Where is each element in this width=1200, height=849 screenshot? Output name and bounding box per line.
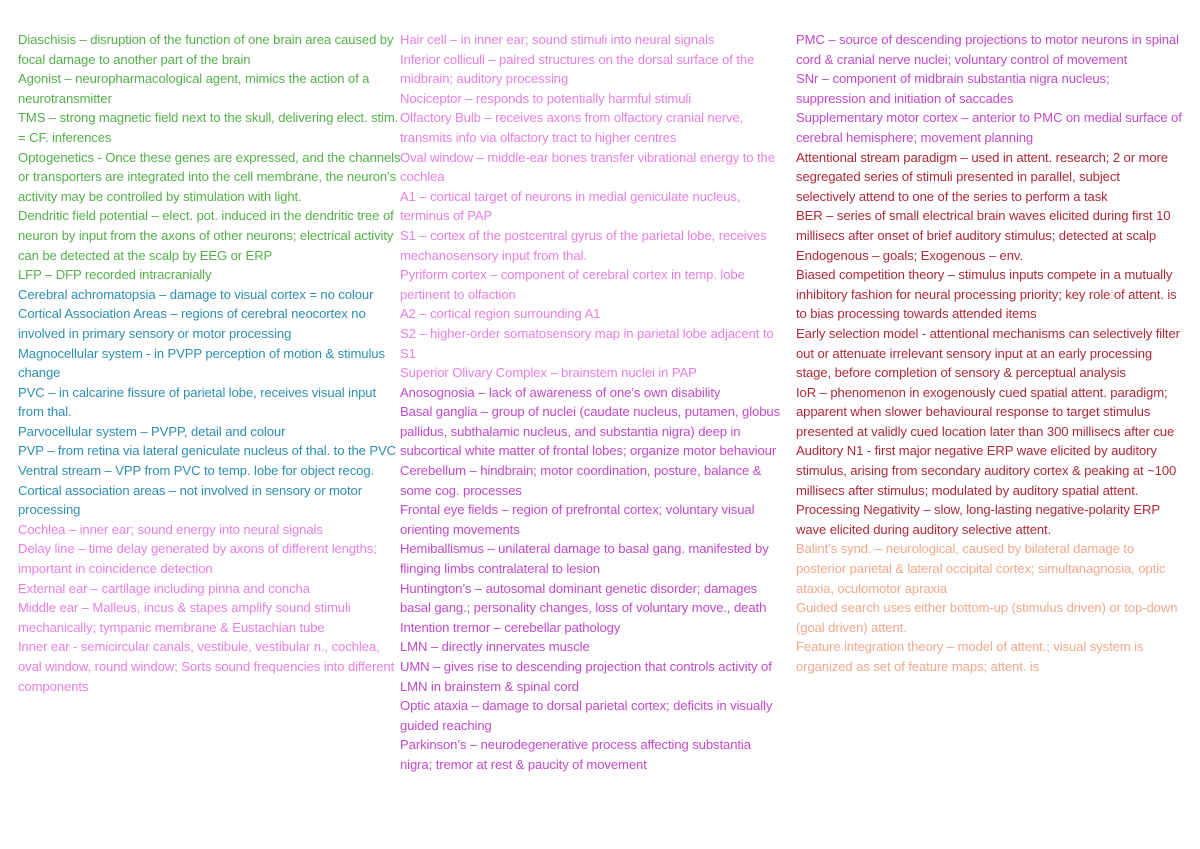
glossary-entry: Cochlea – inner ear; sound energy into neural signals xyxy=(18,521,323,537)
glossary-entry: PMC – source of descending projections to motor neurons in spinal cord & cranial nerve nuclei; voluntary control of movement xyxy=(796,32,1179,67)
glossary-entry: Biased competition theory – stimulus inputs compete in a mutually inhibitory fashion for neural processing priority; key role of attent. is to bias processing towards attended items xyxy=(796,267,1177,322)
glossary-entry: Oval window – middle-ear bones transfer vibrational energy to the cochlea xyxy=(400,149,775,185)
glossary-entry: S2 – higher-order somatosensory map in parietal lobe adjacent to S1 xyxy=(400,325,774,361)
glossary-entry: Endogenous – goals; Exogenous – env. xyxy=(796,247,1023,263)
glossary-entry: A2 – cortical region surrounding A1 xyxy=(400,306,601,322)
glossary-entry: Hair cell – in inner ear; sound stimuli into neural signals xyxy=(400,32,715,47)
notes-column-2 xyxy=(400,30,784,849)
glossary-entry: SNr – component of midbrain substantia nigra nucleus; suppression and initiation of saccades xyxy=(796,71,1110,106)
glossary-entry: BER – series of small electrical brain waves elicited during first 10 millisecs after onset of brief auditory stimulus; detected at scalp xyxy=(796,208,1171,243)
glossary-entry: Dendritic field potential – elect. pot. induced in the dendritic tree of neuron by input from the axons of other neurons; electrical activity can be detected at the scalp by EEG or ERP xyxy=(18,208,394,263)
glossary-entry: PVP – from retina via lateral geniculate nucleus of thal. to the PVC xyxy=(18,443,396,459)
glossary-entry: Pyriform cortex – component of cerebral cortex in temp. lobe pertinent to olfaction xyxy=(400,267,745,302)
glossary-entry: Delay line – time delay generated by axons of different lengths; important in coincidence detection xyxy=(18,541,377,577)
glossary-entry: PVC – in calcarine fissure of parietal lobe, receives visual input from thal. xyxy=(18,384,377,420)
glossary-entry: Cortical Association Areas – regions of cerebral neocortex no involved in primary sensory or motor processing xyxy=(18,306,366,341)
glossary-entry: Guided search uses either bottom-up (stimulus driven) or top-down (goal driven) attent. xyxy=(796,600,1178,635)
glossary-entry: Attentional stream paradigm – used in attent. research; 2 or more segregated series of stimuli presented in parallel, subject selectively attend to one of the series to perform a task xyxy=(796,149,1168,204)
notes-column-3 xyxy=(796,30,1182,849)
glossary-entry: Early selection model - attentional mechanisms can selectively filter out or attenuate irrelevant sensory input at an early processing stage, before completion of sensory & perceptual analysis xyxy=(796,325,1180,381)
glossary-entry: UMN – gives rise to descending projection that controls activity of LMN in brainstem & spinal cord xyxy=(400,659,772,694)
glossary-entry: Optogenetics - Once these genes are expressed, and the channels or transporters are integrated into the cell membrane, the neuron’s activity may be controlled by stimulation with light. xyxy=(18,149,401,204)
glossary-entry: Optic ataxia – damage to dorsal parietal cortex; deficits in visually guided reaching xyxy=(400,698,773,733)
glossary-entry: Middle ear – Malleus, incus & stapes amplify sound stimuli mechanically; tympanic membrane & Eustachian tube xyxy=(18,600,351,635)
glossary-entry: Feature integration theory – model of attent.; visual system is organized as set of feature maps; attent. is xyxy=(796,639,1144,674)
glossary-entry: IoR – phenomenon in exogenously cued spatial attent. paradigm; apparent when slower behavioural response to target stimulus presented at validly cued location later than 300 millisecs after cue xyxy=(796,384,1175,439)
glossary-entry: Frontal eye fields – region of prefrontal cortex; voluntary visual orienting movements xyxy=(400,502,755,537)
glossary-entry: Huntington’s – autosomal dominant genetic disorder; damages basal gang.; personality changes, loss of voluntary move., death xyxy=(400,580,767,616)
glossary-entry: Cerebral achromatopsia – damage to visual cortex = no colour xyxy=(18,286,374,302)
glossary-entry: TMS – strong magnetic field next to the skull, delivering elect. stim. = CF. inferences xyxy=(18,110,399,145)
glossary-entry: A1 – cortical target of neurons in medial geniculate nucleus, terminus of PAP xyxy=(400,188,741,224)
glossary-entry: Auditory N1 - first major negative ERP wave elicited by auditory stimulus, arising from secondary auditory cortex & peaking at ~100 millisecs after stimulus; modulated by auditory spatial attent. xyxy=(796,443,1177,498)
glossary-entry: Processing Negativity – slow, long-lasting negative-polarity ERP wave elicited during auditory selective attent. xyxy=(796,502,1160,537)
glossary-entry: Olfactory Bulb – receives axons from olfactory cranial nerve, transmits info via olfactory tract to higher centres xyxy=(400,110,744,145)
glossary-entry: Inner ear - semicircular canals, vestibule, vestibular n., cochlea, oval window, round window; Sorts sound frequencies into different components xyxy=(18,639,395,694)
glossary-entry: Basal ganglia – group of nuclei (caudate nucleus, putamen, globus pallidus, subthalamic nucleus, and substantia nigra) deep in subcortical white matter of frontal lobes; organize motor behaviour xyxy=(400,404,781,459)
glossary-entry: Magnocellular system - in PVPP perception of motion & stimulus change xyxy=(18,345,385,381)
glossary-entry: Diaschisis – disruption of the function of one brain area caused by focal damage to another part of the brain xyxy=(18,32,394,67)
glossary-entry: Parkinson’s – neurodegenerative process affecting substantia nigra; tremor at rest & paucity of movement xyxy=(400,737,751,772)
notes-column-1 xyxy=(18,30,402,849)
glossary-entry: Agonist – neuropharmacological agent, mimics the action of a neurotransmitter xyxy=(18,71,370,106)
glossary-entry: Balint’s synd. – neurological, caused by bilateral damage to posterior parietal & lateral occipital cortex; simultanagnosia, optic ataxia, oculomotor apraxia xyxy=(796,541,1166,596)
glossary-entry: Supplementary motor cortex – anterior to PMC on medial surface of cerebral hemisphere; movement planning xyxy=(796,110,1182,145)
glossary-entry: Ventral stream – VPP from PVC to temp. lobe for object recog. xyxy=(18,463,375,479)
glossary-entry: Nociceptor – responds to potentially harmful stimuli xyxy=(400,90,692,106)
glossary-entry: Inferior colliculi – paired structures on the dorsal surface of the midbrain; auditory processing xyxy=(400,51,755,87)
glossary-entry: Parvocellular system – PVPP, detail and colour xyxy=(18,423,286,439)
glossary-entry: Intention tremor – cerebellar pathology xyxy=(400,619,621,635)
glossary-entry: S1 – cortex of the postcentral gyrus of the parietal lobe, receives mechanosensory input from thal. xyxy=(400,227,767,263)
glossary-entry: LFP – DFP recorded intracranially xyxy=(18,267,212,283)
glossary-entry: Superior Olivary Complex – brainstem nuclei in PAP xyxy=(400,365,697,381)
glossary-entry: Anosognosia – lack of awareness of one’s own disability xyxy=(400,384,721,400)
glossary-entry: LMN – directly innervates muscle xyxy=(400,639,590,655)
glossary-entry: Hemiballismus – unilateral damage to basal gang. manifested by flinging limbs contralateral to lesion xyxy=(400,541,769,577)
glossary-entry: Cerebellum – hindbrain; motor coordination, posture, balance & some cog. processes xyxy=(400,463,762,498)
glossary-entry: Cortical association areas – not involved in sensory or motor processing xyxy=(18,482,362,518)
glossary-entry: External ear – cartilage including pinna and concha xyxy=(18,580,310,596)
